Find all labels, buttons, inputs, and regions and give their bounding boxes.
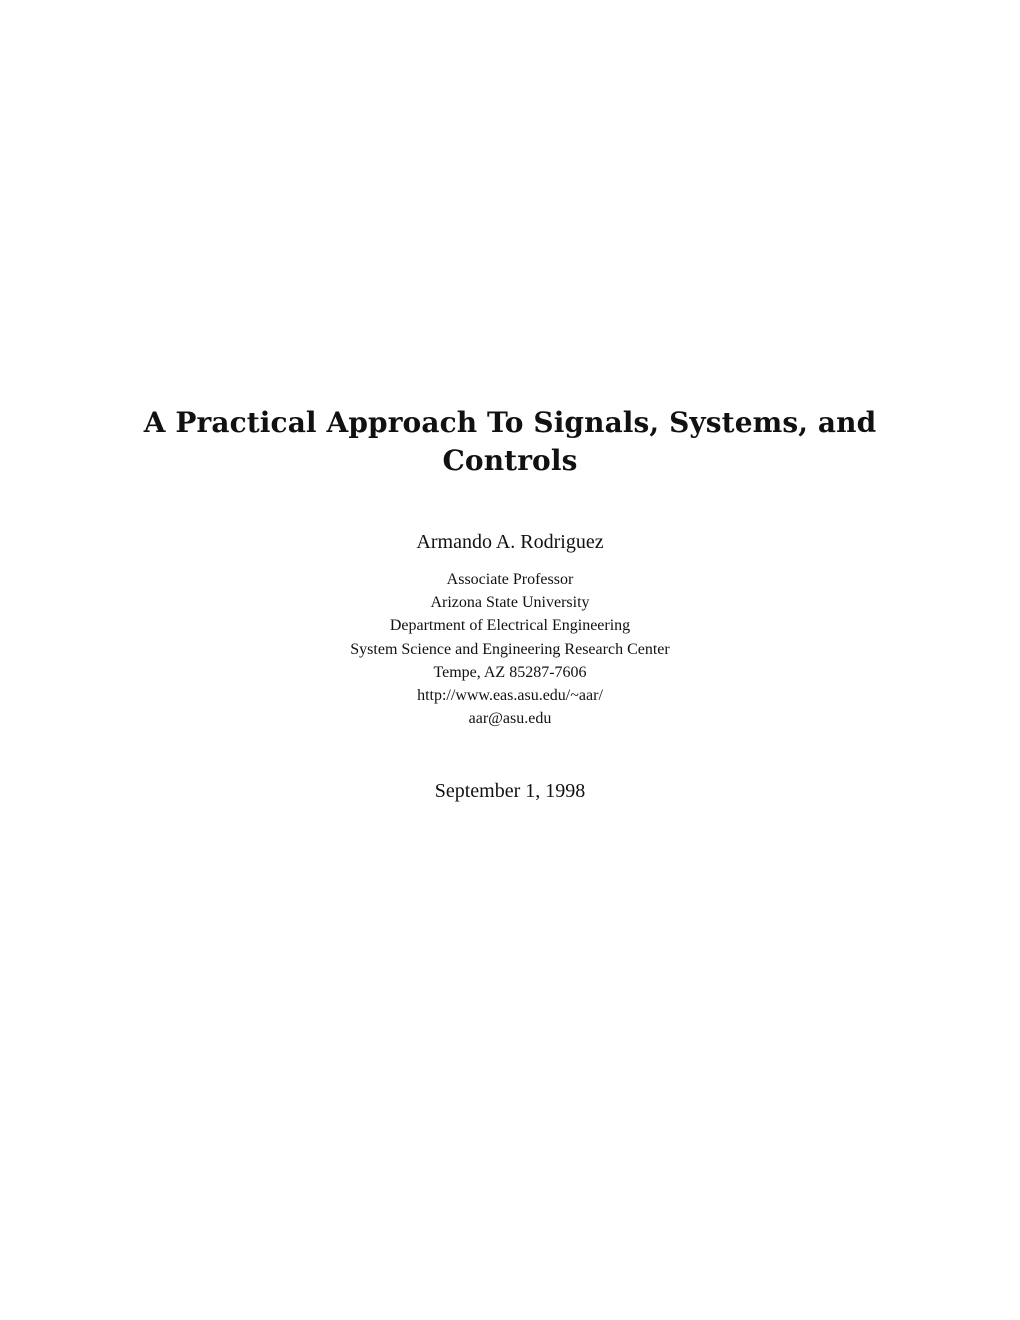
title-line-2: Controls: [442, 444, 578, 477]
affiliation-position: Associate Professor: [446, 571, 574, 588]
affiliation-university: Arizona State University: [430, 594, 590, 612]
document-title: [0, 404, 1020, 480]
affiliation-email: aar@asu.edu: [468, 710, 552, 728]
affiliation-department: Department of Electrical Engineering: [389, 617, 631, 635]
affiliation-center: System Science and Engineering Research Center: [350, 640, 670, 658]
document-date: September 1, 1998: [434, 780, 586, 802]
affiliation-block: [0, 568, 1020, 730]
affiliation-url: http://www.eas.asu.edu/~aar/: [417, 687, 603, 705]
affiliation-address: Tempe, AZ 85287-7606: [433, 663, 587, 681]
title-line-1: A Practical Approach To Signals, Systems, and: [143, 406, 877, 439]
author-name: Armando A. Rodriguez: [416, 531, 604, 553]
